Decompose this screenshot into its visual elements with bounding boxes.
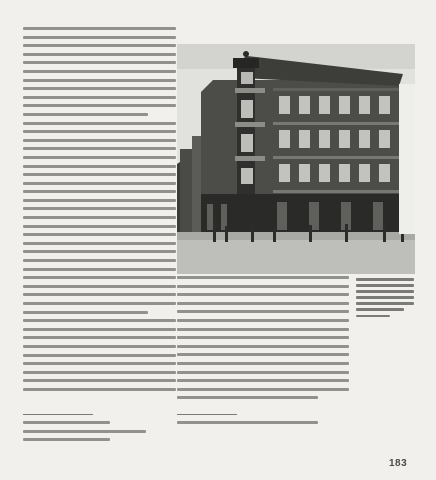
text-line	[23, 233, 176, 236]
text-line	[356, 308, 404, 311]
text-line	[23, 319, 176, 322]
text-line	[23, 79, 176, 82]
text-line	[23, 225, 176, 228]
text-line	[177, 336, 349, 339]
text-line	[23, 190, 176, 193]
text-line	[23, 336, 176, 339]
building-photo	[177, 44, 415, 274]
text-line	[23, 139, 176, 142]
text-line	[23, 147, 176, 150]
footnote-rule-left	[23, 414, 93, 415]
text-line	[177, 285, 349, 288]
building-photo-graphic	[177, 44, 415, 274]
text-line	[177, 421, 318, 424]
text-line	[23, 182, 176, 185]
text-line	[356, 315, 390, 318]
text-line	[23, 173, 176, 176]
text-line	[23, 53, 176, 56]
text-line	[23, 438, 110, 441]
text-line	[177, 371, 349, 374]
text-line	[23, 430, 146, 433]
text-line	[177, 319, 349, 322]
right-text-column	[177, 276, 349, 402]
text-line	[23, 388, 176, 391]
footnotes-right	[177, 421, 349, 430]
text-line	[23, 199, 176, 202]
text-line	[23, 242, 176, 245]
text-line	[23, 421, 110, 424]
text-line	[23, 165, 176, 168]
text-line	[177, 388, 349, 391]
photo-caption	[356, 278, 414, 336]
text-line	[177, 353, 349, 356]
text-line	[23, 207, 176, 210]
text-line	[23, 311, 148, 314]
text-line	[23, 362, 176, 365]
text-line	[23, 250, 176, 253]
text-line	[177, 379, 349, 382]
text-line	[356, 290, 414, 293]
text-line	[23, 328, 176, 331]
text-line	[356, 302, 414, 305]
text-line	[23, 113, 148, 116]
text-line	[23, 216, 176, 219]
text-line	[356, 284, 414, 287]
page-number: 183	[389, 458, 408, 469]
text-line	[356, 278, 414, 281]
text-line	[177, 396, 318, 399]
text-line	[23, 44, 176, 47]
text-line	[356, 296, 414, 299]
text-line	[177, 276, 349, 279]
text-line	[23, 285, 176, 288]
text-line	[177, 310, 349, 313]
text-line	[23, 293, 176, 296]
text-line	[23, 27, 176, 30]
text-line	[23, 345, 176, 348]
text-line	[23, 379, 176, 382]
text-line	[177, 302, 349, 305]
text-line	[177, 293, 349, 296]
text-line	[23, 104, 176, 107]
text-line	[23, 371, 176, 374]
text-line	[23, 130, 176, 133]
text-line	[23, 276, 176, 279]
text-line	[23, 70, 176, 73]
text-line	[23, 259, 176, 262]
text-line	[23, 61, 176, 64]
text-line	[23, 122, 176, 125]
text-line	[23, 87, 176, 90]
text-line	[23, 354, 176, 357]
text-line	[23, 156, 176, 159]
text-line	[23, 302, 176, 305]
text-line	[177, 362, 349, 365]
footnotes-left	[23, 421, 173, 447]
left-text-column	[23, 27, 176, 400]
text-line	[177, 328, 349, 331]
text-line	[177, 345, 349, 348]
text-line	[23, 268, 176, 271]
footnote-rule-right	[177, 414, 237, 415]
text-line	[23, 36, 176, 39]
text-line	[23, 96, 176, 99]
